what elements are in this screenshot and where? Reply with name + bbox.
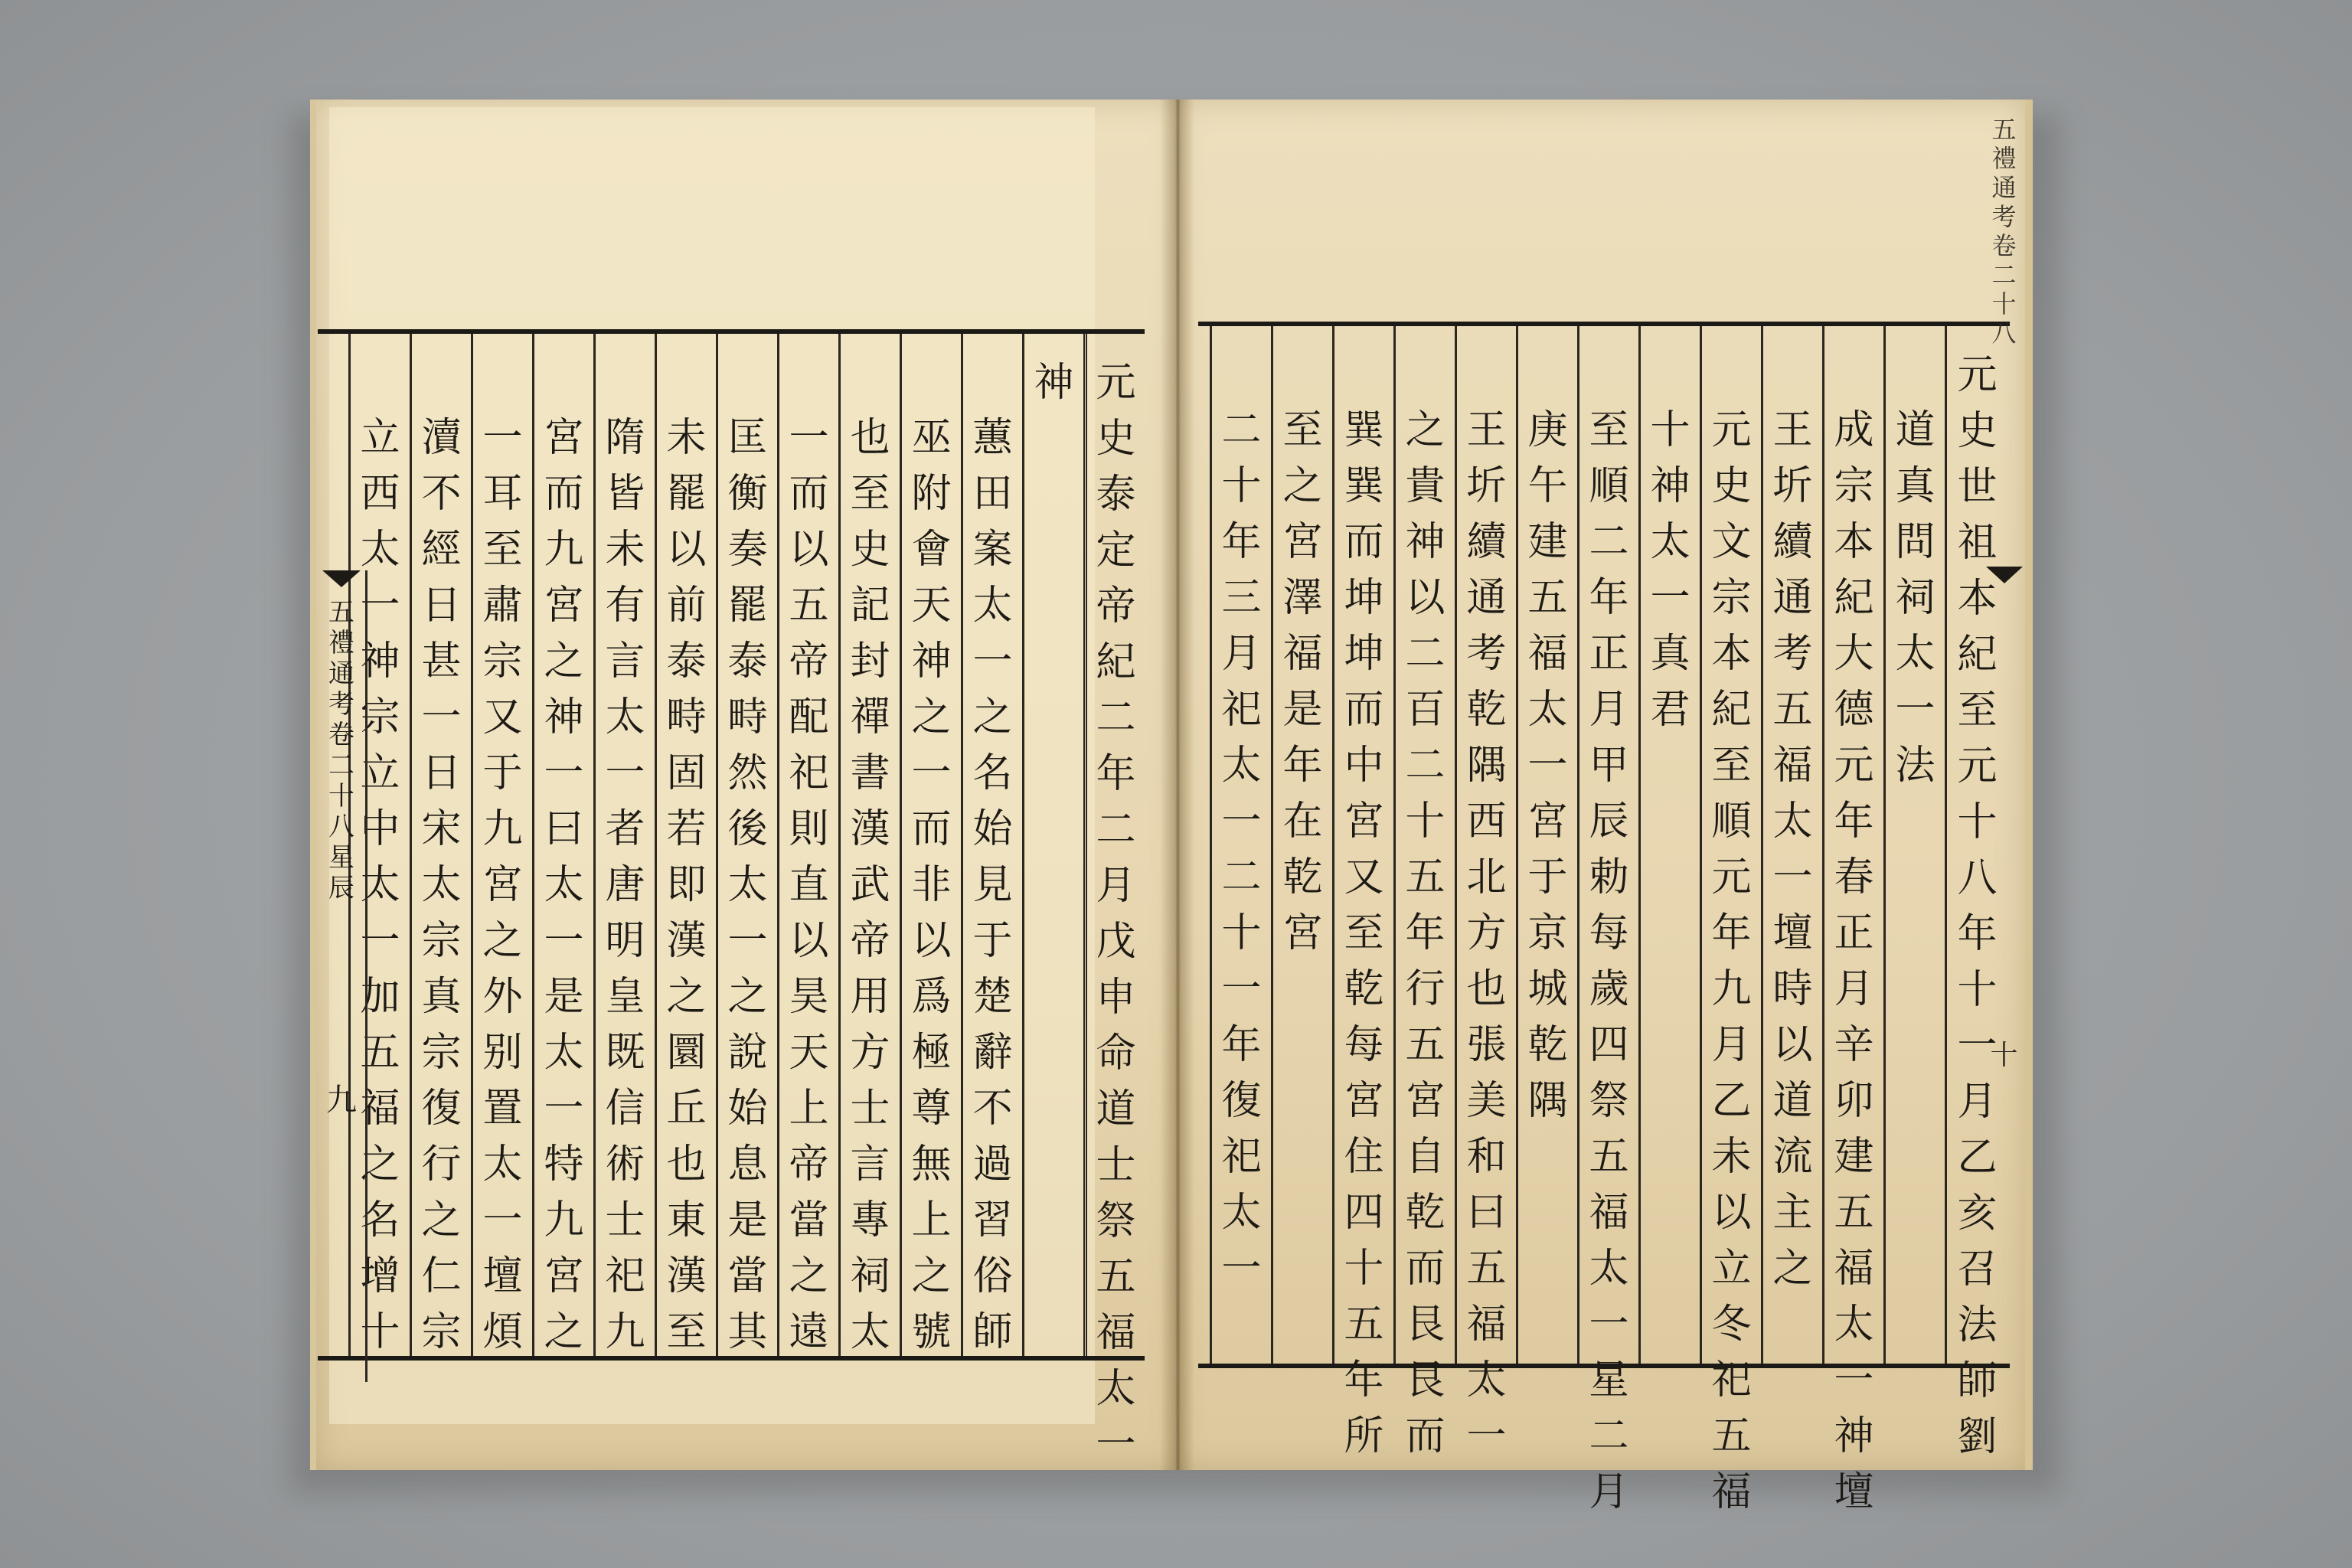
column-text: 道真問祠太一法 bbox=[1895, 407, 1936, 789]
column-text: 匡衡奏罷泰畤然後太一之說始息是當其 bbox=[727, 415, 768, 1355]
text-column bbox=[1210, 326, 1271, 1364]
column-text: 王圻續通考五福太一壇時以道流主之 bbox=[1772, 407, 1813, 1292]
text-column bbox=[410, 334, 471, 1356]
left-text-frame bbox=[318, 329, 1145, 1468]
text-column bbox=[1022, 334, 1083, 1356]
column-text: 元史文宗本紀至順元年九月乙未以立冬祀五福 bbox=[1711, 407, 1752, 1515]
column-text: 未罷以前泰畤固若即漢之圜丘也東漢至 bbox=[666, 415, 707, 1355]
column-text: 一耳至肅宗又于九宮之外别置太一壇煩 bbox=[482, 415, 523, 1355]
column-text: 成宗本紀大德元年春正月辛卯建五福太一神壇 bbox=[1834, 407, 1874, 1515]
text-column bbox=[1516, 326, 1577, 1364]
column-text: 一而以五帝配祀則直以昊天上帝當之遠 bbox=[789, 415, 829, 1355]
fish-tail-icon bbox=[1986, 567, 2023, 583]
text-column bbox=[716, 334, 777, 1356]
fish-tail-icon bbox=[322, 570, 361, 587]
column-text: 二十年三月祀太一二十一年復祀太一 bbox=[1221, 407, 1262, 1292]
text-column bbox=[1393, 326, 1455, 1459]
column-text: 也至史記封禪書漢武帝用方士言專祠太 bbox=[850, 415, 890, 1355]
column-text: 十神太一真君 bbox=[1650, 407, 1690, 733]
spine-label: 五禮通考卷二十八星辰 bbox=[328, 597, 354, 903]
text-column bbox=[1822, 326, 1883, 1515]
text-column bbox=[1761, 326, 1822, 1364]
text-column bbox=[1455, 326, 1516, 1459]
text-column bbox=[1271, 326, 1332, 1364]
column-text: 蕙田案太一之名始見于楚辭不過習俗師 bbox=[972, 415, 1013, 1355]
text-column bbox=[1332, 326, 1393, 1459]
left-spine-tab bbox=[318, 570, 368, 1382]
column-text: 神 bbox=[1034, 360, 1074, 406]
text-column bbox=[838, 334, 900, 1356]
column-text: 至順二年正月甲辰勅每歲四祭五福太一星二月 bbox=[1589, 407, 1629, 1515]
column-text: 隋皆未有言太一者唐明皇既信術士祀九 bbox=[605, 415, 645, 1355]
column-text: 宮而九宮之神一曰太一是太一特九宮之 bbox=[544, 415, 584, 1355]
text-column bbox=[777, 334, 838, 1356]
column-text: 庚午建五福太一宮于京城乾隅 bbox=[1527, 407, 1568, 1124]
text-column bbox=[655, 334, 716, 1356]
text-column bbox=[471, 334, 532, 1356]
column-text: 巫附會天神之一而非以爲極尊無上之號 bbox=[911, 415, 952, 1355]
text-column bbox=[1638, 326, 1700, 1364]
column-text: 巽巽而坤坤而中宮又至乾每宮住四十五年所 bbox=[1344, 407, 1384, 1459]
text-column bbox=[961, 334, 1022, 1356]
right-spine-tab bbox=[1983, 115, 2025, 1133]
column-text: 元史世祖本紀至元十八年十一月乙亥召法師劉 bbox=[1957, 352, 1998, 1460]
text-column bbox=[1083, 334, 1145, 1468]
spine-label: 五禮通考卷二十八 bbox=[1991, 115, 2017, 348]
right-text-frame bbox=[1198, 322, 2010, 1515]
text-column bbox=[1883, 326, 1945, 1364]
page-number: 九 bbox=[326, 1083, 357, 1118]
column-text: 瀆不經日甚一日宋太宗真宗復行之仁宗 bbox=[421, 415, 462, 1355]
column-text: 至之宮澤福是年在乾宮 bbox=[1282, 407, 1323, 956]
text-column bbox=[900, 334, 961, 1356]
column-text: 立西太一神宗立中太一加五福之名增十 bbox=[360, 415, 400, 1355]
column-text: 之貴神以二百二十五年行五宮自乾而艮艮而 bbox=[1405, 407, 1446, 1459]
text-column bbox=[1577, 326, 1638, 1515]
column-text: 元史泰定帝紀二年二月戊申命道士祭五福太一 bbox=[1096, 360, 1136, 1468]
book-gutter bbox=[1160, 100, 1194, 1470]
column-text: 王圻續通考乾隅西北方也張美和曰五福太一 bbox=[1466, 407, 1507, 1459]
page-number: 十 bbox=[1990, 1040, 2018, 1071]
text-column bbox=[532, 334, 593, 1356]
text-column bbox=[593, 334, 655, 1356]
text-column bbox=[1700, 326, 1761, 1515]
